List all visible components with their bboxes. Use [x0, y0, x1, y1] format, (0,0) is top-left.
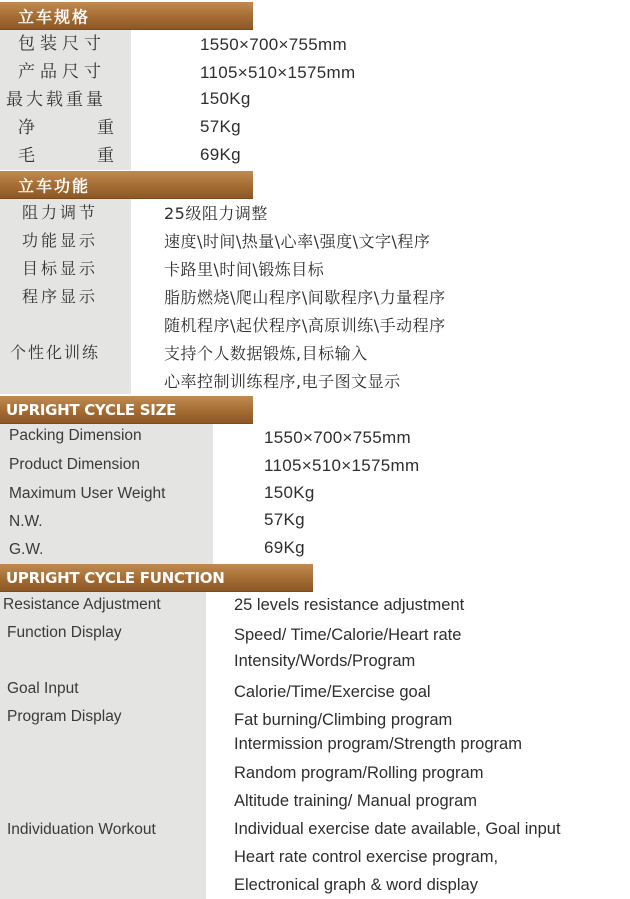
en-function-label-resistance: Resistance Adjustment [3, 596, 161, 613]
en-function-title: UPRIGHT CYCLE FUNCTION [6, 568, 225, 587]
en-size-label-product: Product Dimension [9, 456, 140, 473]
en-size-value-gross-weight: 69Kg [264, 538, 305, 557]
zh-function-value-goal: 卡路里\时间\锻炼目标 [164, 260, 325, 279]
en-function-value-program-4: Altitude training/ Manual program [234, 792, 478, 810]
zh-size-value-max-weight: 150Kg [200, 89, 251, 108]
zh-size-value-gross-weight: 69Kg [200, 145, 241, 164]
en-function-value-program-3: Random program/Rolling program [234, 764, 484, 782]
en-size-value-product: 1105×510×1575mm [264, 456, 420, 475]
zh-function-value-program-1: 脂肪燃烧\爬山程序\间歇程序\力量程序 [164, 288, 446, 307]
en-function-value-resistance: 25 levels resistance adjustment [234, 596, 465, 614]
zh-function-header [0, 171, 253, 199]
en-function-label-goal: Goal Input [7, 680, 79, 697]
en-function-value-workout-1: Individual exercise date available, Goal input [234, 820, 561, 838]
zh-size-label-gross-weight [18, 148, 114, 165]
en-function-value-program-1: Fat burning/Climbing program [234, 711, 453, 729]
en-function-label-display: Function Display [7, 624, 122, 641]
en-size-label-gross-weight: G.W. [9, 541, 44, 558]
zh-function-value-workout-1: 支持个人数据锻炼,目标输入 [164, 344, 368, 363]
zh-size-header [0, 2, 253, 30]
zh-size-value-net-weight: 57Kg [200, 117, 241, 136]
en-size-value-net-weight: 57Kg [264, 510, 305, 529]
en-size-value-packing: 1550×700×755mm [264, 428, 411, 447]
en-size-title: UPRIGHT CYCLE SIZE [6, 400, 177, 419]
zh-function-label-workout: 个性化训练 [10, 343, 101, 362]
zh-function-label-program: 程序显示 [22, 287, 99, 306]
en-function-value-program-2: Intermission program/Strength program [234, 735, 522, 753]
zh-size-label-net-weight-b: 重 [97, 118, 114, 138]
en-size-label-net-weight: N.W. [9, 513, 43, 530]
zh-size-label-net-weight-a: 净 [18, 118, 35, 138]
zh-function-label-goal: 目标显示 [22, 259, 99, 278]
zh-size-label-gross-weight-b: 重 [97, 146, 114, 166]
en-function-label-program: Program Display [7, 708, 122, 725]
zh-size-label-product: 产品尺寸 [18, 62, 106, 82]
en-function-label-workout: Individuation Workout [7, 821, 156, 838]
zh-size-label-max-weight: 最大载重量 [6, 90, 106, 110]
zh-function-label-display: 功能显示 [22, 231, 99, 250]
en-size-header [0, 396, 253, 424]
en-size-label-max-weight: Maximum User Weight [9, 485, 166, 502]
en-function-header [0, 564, 313, 592]
zh-size-value-packing: 1550×700×755mm [200, 35, 347, 54]
en-function-value-display-2: Intensity/Words/Program [234, 652, 416, 670]
en-function-value-workout-2: Heart rate control exercise program, [234, 848, 499, 866]
en-function-value-workout-3: Electronical graph & word display [234, 876, 478, 894]
zh-function-title: 立车功能 [18, 176, 91, 195]
zh-function-value-display: 速度\时间\热量\心率\强度\文字\程序 [164, 232, 431, 251]
en-function-value-goal: Calorie/Time/Exercise goal [234, 683, 431, 701]
zh-function-label-resistance: 阻力调节 [22, 203, 99, 222]
zh-size-label-gross-weight-a: 毛 [18, 146, 35, 166]
en-size-label-packing: Packing Dimension [9, 427, 142, 444]
zh-size-label-packing: 包装尺寸 [18, 34, 106, 54]
zh-size-value-product: 1105×510×1575mm [200, 63, 356, 82]
zh-function-value-resistance: 25级阻力调整 [164, 204, 268, 223]
zh-size-label-net-weight [18, 120, 114, 137]
zh-size-title: 立车规格 [18, 7, 91, 26]
zh-function-value-workout-2: 心率控制训练程序,电子图文显示 [164, 372, 401, 391]
en-size-value-max-weight: 150Kg [264, 483, 315, 502]
en-function-value-display-1: Speed/ Time/Calorie/Heart rate [234, 626, 462, 644]
zh-function-value-program-2: 随机程序\起伏程序\高原训练\手动程序 [164, 316, 446, 335]
